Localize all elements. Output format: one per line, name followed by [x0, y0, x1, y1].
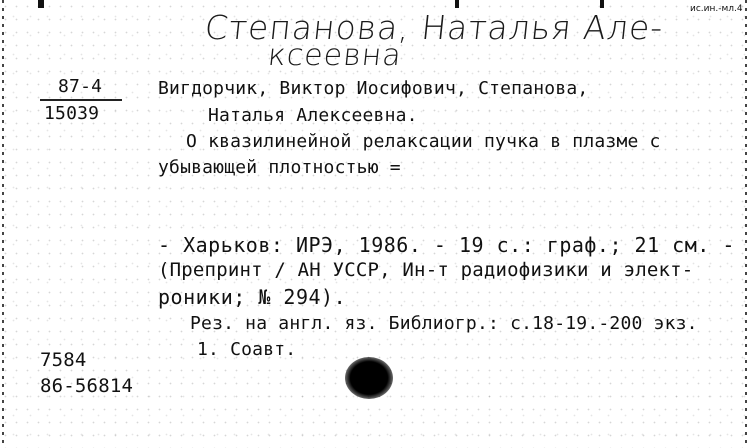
tracing-line: 1. Соавт. — [197, 339, 297, 360]
title-line-1: О квазилинейной релаксации пучка в плазме с — [186, 131, 661, 152]
imprint-line-3: роники; № 294). — [158, 285, 347, 309]
top-edge-mark — [38, 0, 44, 8]
handwritten-corner-note: ис.ин.-мл.4 — [690, 4, 743, 14]
imprint-line-1: - Харьков: ИРЭ, 1986. - 19 с.: граф.; 21 см. - — [158, 233, 735, 257]
ink-blot — [345, 357, 393, 399]
card-left-edge — [2, 0, 4, 448]
shelfmark-top: 87-4 — [58, 76, 103, 97]
handwritten-heading-line2: ксеевна — [266, 38, 404, 73]
inventory-number: 7584 — [40, 349, 87, 371]
title-line-2: убывающей плотностью = — [158, 157, 401, 178]
inventory-code: 86-56814 — [40, 375, 134, 397]
shelfmark-bottom: 15039 — [44, 103, 100, 124]
top-edge-mark — [600, 0, 604, 8]
notes-line: Рез. на англ. яз. Библиогр.: с.18-19.-200 экз. — [190, 313, 698, 334]
authors-line-2: Наталья Алексеевна. — [208, 105, 418, 126]
imprint-line-2: (Препринт / АН УССР, Ин-т радиофизики и элект- — [158, 259, 694, 281]
handwritten-heading-line1: Степанова, Наталья Але- — [202, 8, 666, 47]
card-right-edge — [745, 0, 747, 448]
authors-line-1: Вигдорчик, Виктор Иосифович, Степанова, — [158, 78, 589, 99]
top-edge-mark — [455, 0, 459, 8]
shelfmark-divider — [40, 99, 122, 101]
